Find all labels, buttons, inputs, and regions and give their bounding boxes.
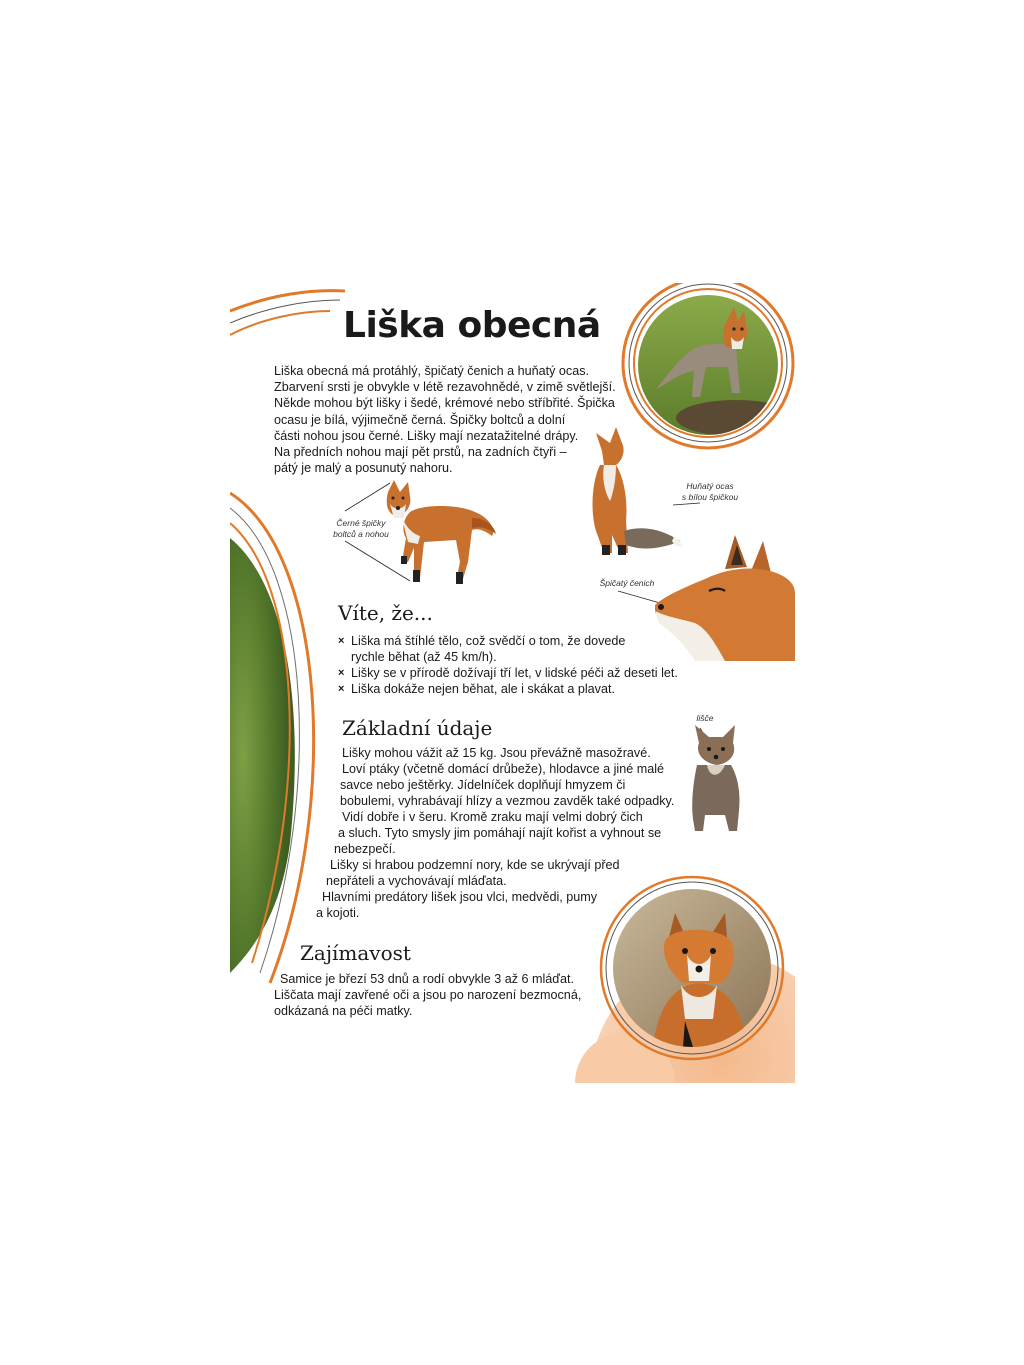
page-title: Liška obecná — [343, 305, 601, 346]
list-item: × Lišky se v přírodě dožívají tří let, v lidské péči až deseti let. — [338, 666, 678, 680]
intro-line: Zbarvení srsti je obvykle v létě rezavohnědé, v zimě světlejší. — [274, 380, 616, 395]
did-you-know-heading: Víte, že... — [338, 601, 433, 625]
intro-line: Někde mohou být lišky i šedé, krémové nebo stříbřité. Špička — [274, 396, 615, 411]
list-item: × Liška má štíhlé tělo, což svědčí o tom, že dovede rychle běhat (až 45 km/h). — [338, 634, 626, 664]
cross-bullet-icon: × — [338, 667, 345, 679]
basic-facts-paragraph: Lišky mohou vážit až 15 kg. Jsou převážně masožravé. Loví ptáky (včetně domácí drůbeže), hlodavce a jiné malé savce nebo ještěrky. Jídelníček doplňují hmyzem či bobulemi, vyhrabávají hlízy a vezmou zavděk také odpadky. Vidí dobře i v šeru. Kromě zraku mají velmi dobrý čich a sluch. Tyto smysly jim pomáhají najít kořist a vyhnout se nebezpečí. Lišky si hrabou podzemní nory, kde se ukrývají před nepřáteli a vychovávají mláďata. Hlavními predátory lišek jsou vlci, medvědi, pumy a kojoti. — [316, 746, 675, 920]
cross-bullet-icon: × — [338, 635, 345, 647]
intro-line: pátý je malý a posunutý nahoru. — [274, 461, 453, 476]
fox-walking-photo — [380, 478, 498, 590]
book-page — [230, 283, 795, 1083]
caption-ears: Černé špičky boltců a nohou — [333, 518, 389, 539]
fox-standing-photo — [636, 293, 780, 437]
caption-tail: Huňatý ocas s bílou špičkou — [681, 481, 739, 502]
cross-bullet-icon: × — [338, 683, 345, 695]
left-green-arc — [230, 538, 295, 973]
intro-line: části nohou jsou černé. Lišky mají nezatažitelné drápy. — [274, 428, 579, 443]
list-item: × Liška dokáže nejen běhat, ale i skákat a plavat. — [338, 682, 615, 696]
intro-line: Na předních nohou mají pět prstů, na zadních čtyři – — [274, 445, 567, 460]
intro-line: ocasu je bílá, výjimečně černá. Špičky boltců a dolní — [274, 412, 566, 427]
fox-cub-photo — [685, 723, 747, 835]
intro-paragraph — [274, 363, 624, 476]
basic-facts-heading: Základní údaje — [342, 716, 493, 740]
intro-line: Liška obecná má protáhlý, špičatý čenich a huňatý ocas. — [274, 364, 590, 378]
caption-cub: lišče — [696, 713, 714, 723]
curiosity-paragraph: Samice je březí 53 dnů a rodí obvykle 3 až 6 mláďat. Liščata mají zavřené oči a jsou po narození bezmocná, odkázaná na péči matky. — [274, 972, 582, 1018]
did-you-know-list — [338, 633, 708, 697]
fox-portrait-photo — [613, 889, 771, 1047]
curiosity-heading: Zajímavost — [300, 941, 411, 965]
caption-snout: Špičatý čenich — [599, 578, 655, 588]
